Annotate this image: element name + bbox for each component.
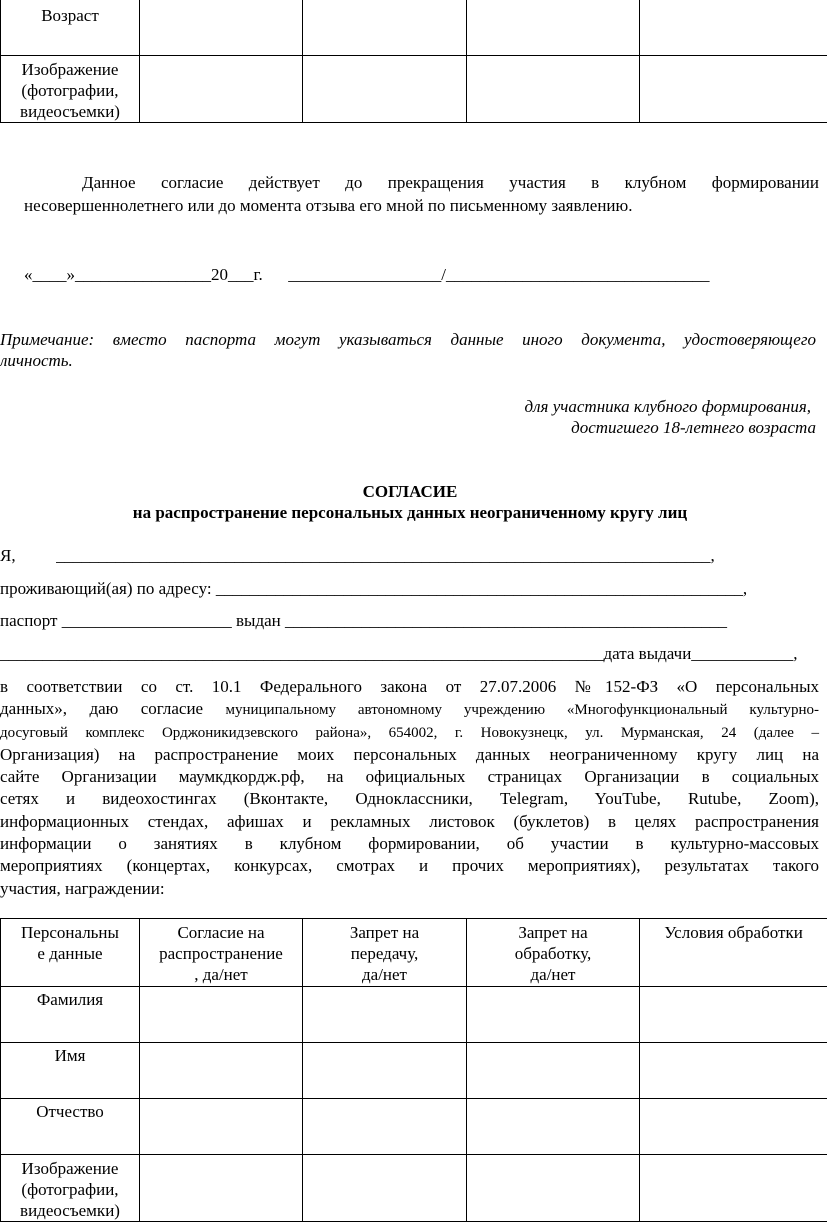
body-line: информационных стендах, афишах и рекламных листовок (буклетов) в целях распространения [0,811,819,833]
address-field[interactable]: проживающий(ая) по адресу: ______________________________________________________________, [0,579,821,599]
table-cell[interactable] [140,1043,303,1099]
note-line-1: Примечание: вместо паспорта могут указываться данные иного документа, удостоверяющего [0,330,816,350]
table-row [1,1155,827,1222]
body-line: досуговый комплекс Орджоникидзевского района», 654002, г. Новокузнецк, ул. Мурманская, 24 (далее – [0,722,819,744]
audience-line-2: достигшего 18-летнего возраста [571,418,816,438]
body-line: данных», даю согласие муниципальному автономному учреждению «Многофункциональный культурно- [0,698,819,721]
row-label-image: Изображение (фотографии, видеосъемки) [1,1155,140,1222]
header-personal-data: Персональны е данные [1,919,140,987]
table-cell[interactable] [140,987,303,1043]
table-cell[interactable] [303,987,467,1043]
body-line: мероприятиях (концертах, конкурсах, смотрах и прочих мероприятиях), результатах такого [0,855,819,877]
header-processing-ban: Запрет на обработку, да/нет [467,919,640,987]
table-cell[interactable] [140,0,303,56]
header-conditions: Условия обработки [640,919,827,987]
table-cell[interactable] [640,56,827,123]
row-label-age: Возраст [1,0,140,56]
table-cell[interactable] [640,1099,827,1155]
table-cell[interactable] [303,1043,467,1099]
body-line: в соответствии со ст. 10.1 Федерального закона от 27.07.2006 №152-ФЗ «О персональных [0,676,819,698]
consent-subtitle: на распространение персональных данных неограниченному кругу лиц [0,503,820,523]
header-consent: Согласие на распространение , да/нет [140,919,303,987]
body-line: сетях и видеохостингах (Вконтакте, Одноклассники, Telegram, YouTube, Rutube, Zoom), [0,788,819,810]
table-cell[interactable] [303,1099,467,1155]
table-cell[interactable] [303,0,467,56]
table-row [1,1043,827,1099]
body-line: сайте Организации маумкдкордж.рф, на официальных страницах Организации в социальных [0,766,819,788]
table-row [1,987,827,1043]
validity-line-2: несовершеннолетнего или до момента отзыва его мной по письменному заявлению. [24,196,632,216]
note-line-2: личность. [0,351,73,371]
table-cell[interactable] [467,1155,640,1222]
consent-title: СОГЛАСИЕ [0,482,820,502]
table-cell[interactable] [640,1043,827,1099]
table-cell[interactable] [640,1155,827,1222]
table-cell[interactable] [467,987,640,1043]
table-cell[interactable] [467,56,640,123]
table-cell[interactable] [140,1155,303,1222]
row-label-surname: Фамилия [1,987,140,1043]
header-transfer-ban: Запрет на передачу, да/нет [303,919,467,987]
validity-line-1: Данное согласие действует до прекращения участия в клубном формировании [82,173,819,193]
passport-field[interactable]: паспорт ____________________ выдан ____________________________________________________ [0,611,821,631]
row-label-patronymic: Отчество [1,1099,140,1155]
ya-label: Я, [0,546,16,566]
table-cell[interactable] [140,56,303,123]
table-header-row [1,919,827,987]
body-line: информации о занятиях в клубном формировании, об участии в культурно-массовых [0,833,819,855]
consent-table [0,918,827,1222]
row-label-name: Имя [1,1043,140,1099]
body-line: участия, награждении: [0,878,819,900]
body-line: Организация) на распространение моих персональных данных неограниченному кругу лиц на [0,744,819,766]
table-cell[interactable] [467,1099,640,1155]
table-row [1,1099,827,1155]
table-cell[interactable] [640,987,827,1043]
table-cell[interactable] [467,0,640,56]
table-cell[interactable] [467,1043,640,1099]
audience-line-1: для участника клубного формирования, [525,397,811,417]
table-row [1,56,827,123]
consent-body [0,676,819,900]
table-cell[interactable] [640,0,827,56]
table-row [1,0,827,56]
row-label-image: Изображение (фотографии, видеосъемки) [1,56,140,123]
table-cell[interactable] [303,56,467,123]
top-table [0,0,827,123]
issue-date-field[interactable]: _______________________________________________________________________дата выдачи____________, [0,644,821,664]
date-signature-line: «____»________________20___г. __________________/_______________________________ [24,265,710,285]
table-cell[interactable] [303,1155,467,1222]
full-name-field[interactable]: _____________________________________________________________________________, [56,546,821,566]
table-cell[interactable] [140,1099,303,1155]
